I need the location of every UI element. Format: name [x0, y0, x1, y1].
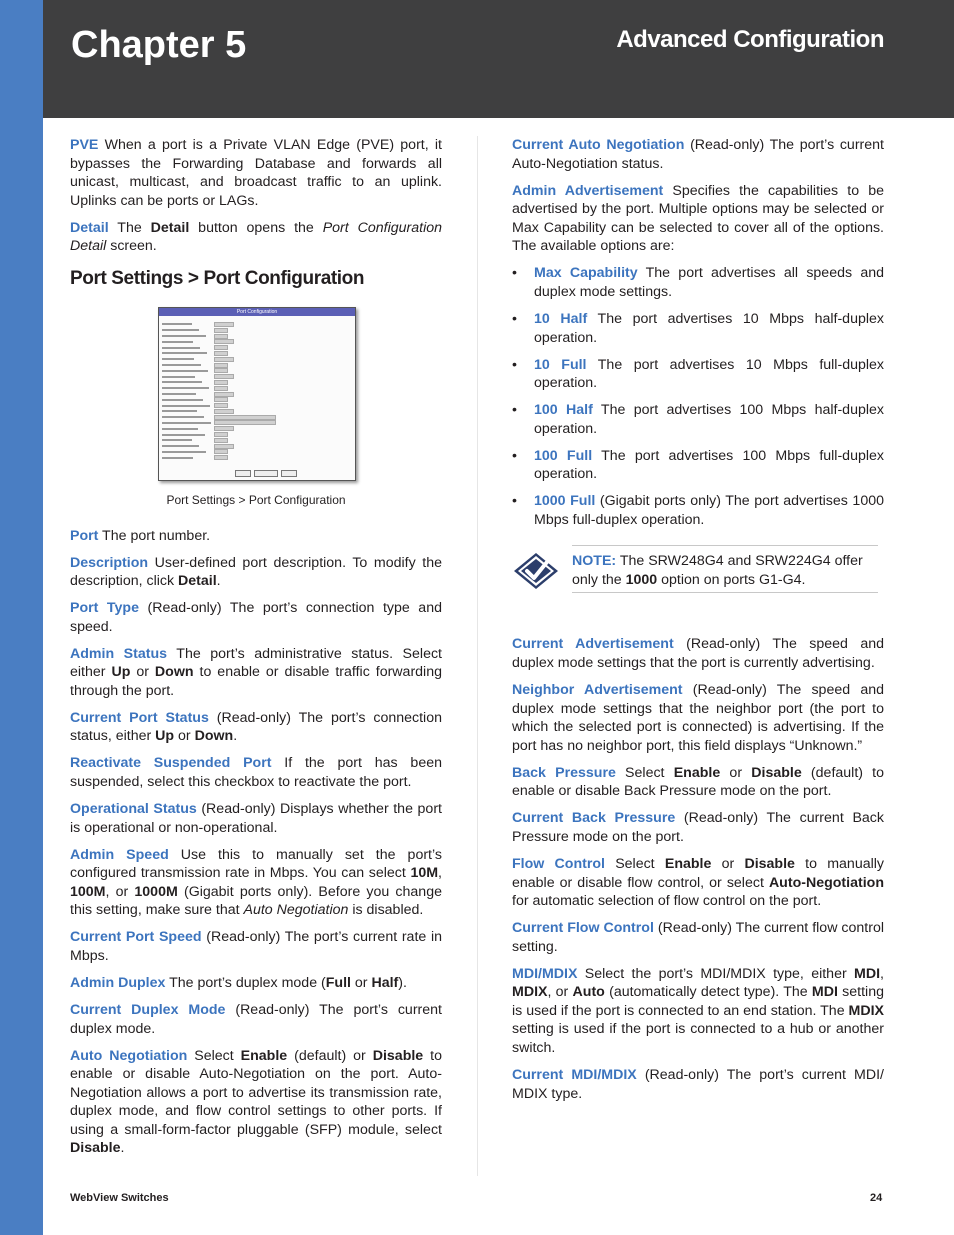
screen-row-label — [162, 439, 192, 441]
left-column — [70, 136, 442, 1166]
bold: Down — [194, 728, 234, 745]
text: (default) or — [287, 1047, 373, 1064]
term-operational-status: Operational Status — [70, 801, 197, 818]
text: The port advertises all speeds and duplex mode settings. — [534, 265, 884, 300]
neighbor-advertisement-paragraph — [512, 681, 884, 755]
bold: Disable — [744, 855, 795, 872]
text: Select — [615, 764, 674, 781]
current-flow-control-paragraph — [512, 919, 884, 956]
text: , or — [547, 984, 573, 1001]
text: is disabled. — [348, 902, 424, 919]
text: to manually enable or disable flow control, or select — [512, 855, 884, 891]
bold: Enable — [240, 1047, 288, 1064]
advertisement-options-list — [512, 264, 884, 529]
text: When a port is a Private VLAN Edge (PVE) port, it bypasses the Forwarding Database and forwards all unicast, multicast, and broadcast traffic to an uplink. Uplinks can be ports or LAGs. — [70, 137, 442, 209]
screen-row-field — [214, 374, 234, 379]
column-divider — [477, 136, 478, 1176]
bold: Disable — [70, 1140, 121, 1157]
screen-row-label — [162, 381, 202, 383]
note-box — [512, 545, 884, 601]
screen-row-field — [214, 432, 228, 437]
text: User-defined port description. To modify the description, click — [70, 554, 442, 590]
text: or — [711, 855, 745, 872]
admin-duplex-paragraph — [70, 974, 442, 993]
screen-row-label — [162, 370, 208, 372]
term-neighbor-advertisement: Neighbor Advertisement — [512, 682, 683, 698]
text: The port’s duplex mode ( — [165, 974, 326, 991]
section-title: Advanced Configuration — [616, 26, 884, 53]
screen-title-bar: Port Configuration — [159, 308, 355, 316]
screen-row-label — [162, 376, 195, 378]
text: The port advertises 100 Mbps full-duplex operation. — [534, 447, 884, 483]
text: to enable or disable Auto-Negotiation on the port. Auto-Negotiation allows a port to advertise its transmission rate, duplex mode, and flow control settings to other ports. If using a small-form-factor pluggable (SFP) module, select — [70, 1047, 442, 1138]
text: , — [438, 865, 442, 882]
screen-row-field — [214, 322, 234, 327]
screen-row-field — [214, 420, 276, 425]
term-admin-speed: Admin Speed — [70, 846, 169, 863]
term-current-duplex-mode: Current Duplex Mode — [70, 1001, 226, 1018]
text: . — [233, 728, 238, 745]
text: option on ports G1-G4. — [657, 572, 806, 589]
bold: MDI — [811, 984, 838, 1001]
side-color-bar — [0, 0, 43, 1235]
bold: 1000M — [134, 883, 178, 900]
term-pve: PVE — [70, 137, 99, 153]
bold: Disable — [751, 764, 802, 781]
section-heading: Port Settings > Port Configuration — [70, 267, 365, 289]
term-admin-advertisement: Admin Advertisement — [512, 182, 664, 199]
screen-button — [281, 470, 297, 477]
figure-caption: Port Settings > Port Configuration — [166, 492, 346, 507]
bold: 100M — [70, 883, 106, 900]
text: (Read-only) The port’s current duplex mode. — [70, 1001, 442, 1037]
screen-row-field — [214, 380, 228, 385]
page-header — [43, 0, 954, 118]
screen-row-field — [214, 444, 234, 449]
screen-buttons — [235, 470, 297, 477]
screen-row-label — [162, 358, 194, 360]
current-advertisement-paragraph — [512, 635, 884, 672]
bold: Enable — [673, 764, 721, 781]
current-duplex-mode-paragraph — [70, 1001, 442, 1038]
bold: Up — [111, 664, 131, 681]
screen-row-label — [162, 422, 211, 424]
port-type-paragraph — [70, 599, 442, 636]
text: or — [350, 974, 372, 991]
term-back-pressure: Back Pressure — [512, 764, 616, 781]
bold: 10M — [410, 865, 439, 882]
bold: MDI — [854, 965, 881, 982]
term-auto-negotiation: Auto Negotiation — [70, 1047, 188, 1064]
term-port: Port — [70, 527, 99, 544]
description-paragraph — [70, 554, 442, 591]
bold: Auto — [572, 984, 605, 1001]
screen-row-field — [214, 449, 228, 454]
reactivate-paragraph — [70, 754, 442, 791]
screen-row-field — [214, 368, 228, 373]
bold: Enable — [664, 855, 712, 872]
text: screen. — [106, 238, 157, 255]
term-current-mdi-mdix: Current MDI/MDIX — [512, 1067, 637, 1084]
screen-row-field — [214, 397, 228, 402]
screen-row-field — [214, 403, 228, 408]
text: setting is used if the port is connected to an end station. The — [512, 984, 884, 1019]
italic: Auto Negotiation — [243, 902, 349, 919]
bold: Down — [154, 664, 194, 681]
text: (Read-only) The current flow control setting. — [512, 920, 884, 955]
screen-row-label — [162, 347, 200, 349]
current-port-speed-paragraph — [70, 928, 442, 965]
term-description: Description — [70, 554, 149, 571]
current-auto-neg-paragraph — [512, 136, 884, 173]
screen-button — [235, 470, 251, 477]
text: If the port has been suspended, select this checkbox to reactivate the port. — [70, 755, 442, 791]
text: (Read-only) The port’s current rate in Mbps. — [70, 929, 442, 964]
screen-row-label — [162, 335, 206, 337]
text: . — [120, 1140, 125, 1157]
page-number: 24 — [870, 1192, 883, 1204]
port-paragraph — [70, 527, 442, 546]
term-admin-status: Admin Status — [70, 645, 168, 662]
term: 100 Full — [534, 447, 593, 464]
screen-button — [254, 470, 278, 477]
text: (default) to enable or disable Back Pressure mode on the port. — [512, 764, 885, 800]
screen-row-label — [162, 352, 207, 354]
figure — [70, 307, 442, 527]
screen-row-label — [162, 416, 204, 418]
footer-product-name: WebView Switches — [70, 1192, 169, 1204]
text: (Read-only) The current Back Pressure mode on the port. — [512, 810, 884, 845]
screen-row-field — [214, 328, 228, 333]
chapter-title: Chapter 5 — [71, 24, 247, 66]
screen-row-label — [162, 329, 199, 331]
screen-row-label — [162, 451, 206, 453]
screen-row-label — [162, 457, 193, 459]
screen-row-field — [214, 386, 228, 391]
term-current-auto-neg: Current Auto Negotiation — [512, 137, 685, 153]
list-item — [512, 310, 884, 347]
text: The port’s administrative status. Select either — [70, 645, 442, 681]
current-port-status-paragraph — [70, 709, 442, 746]
bold: Full — [325, 974, 351, 991]
text: or — [130, 664, 155, 681]
bold: Auto-Negotiation — [768, 874, 884, 891]
text: setting is used if the port is connected to a hub or another switch. — [512, 1021, 884, 1057]
list-item — [512, 492, 884, 529]
italic: Port Configuration Detail — [70, 219, 443, 255]
bold: MDIX — [512, 984, 548, 1001]
text: (Read-only) The port’s current Auto-Negotiation status. — [512, 137, 884, 172]
list-item — [512, 447, 884, 484]
text: , — [880, 965, 884, 982]
bold: Detail — [150, 219, 190, 236]
term: 100 Half — [534, 402, 593, 419]
screen-row-field — [214, 345, 228, 350]
text: , or — [105, 883, 135, 900]
operational-status-paragraph — [70, 800, 442, 837]
note-text — [572, 545, 878, 592]
screen-form-row — [162, 455, 352, 461]
screen-row-field — [214, 339, 234, 344]
screen-row-label — [162, 405, 210, 407]
mdi-mdix-paragraph — [512, 965, 884, 1058]
text: The — [108, 219, 151, 236]
text: The SRW248G4 and SRW224G4 offer only the — [572, 553, 863, 589]
list-item — [512, 401, 884, 438]
text: (Read-only) The speed and duplex mode settings that the port is currently advertising. — [512, 636, 884, 672]
text: (Read-only) The speed and duplex mode settings that the neighbor port (the port to which the selected port is connected) is advertising. If the port has no neighbor port, this field displays “Unknown.” — [512, 682, 884, 754]
text: (Read-only) The port’s current MDI/ MDIX type. — [512, 1067, 884, 1102]
text: Select the port’s MDI/MDIX type, either — [577, 965, 855, 982]
screen-row-field — [214, 351, 228, 356]
term-current-flow-control: Current Flow Control — [512, 920, 654, 937]
text: button opens the — [189, 219, 323, 236]
admin-speed-paragraph — [70, 846, 442, 920]
screen-row-field — [214, 334, 228, 339]
screen-row-field — [214, 415, 276, 420]
text: (Read-only) The port’s connection type and speed. — [70, 600, 442, 635]
text: (Read-only) The port’s connection status, either — [70, 709, 442, 745]
screen-row-label — [162, 445, 199, 447]
text: Use this to manually set the port’s configured transmission rate in Mbps. You can select — [70, 846, 442, 882]
bold: MDIX — [848, 1002, 884, 1019]
screen-row-label — [162, 399, 203, 401]
list-item — [512, 264, 884, 301]
term: 1000 Full — [534, 493, 596, 510]
screen-row-label — [162, 387, 209, 389]
text: (Read-only) Displays whether the port is operational or non-operational. — [70, 801, 442, 836]
admin-status-paragraph — [70, 645, 442, 701]
screen-row-label — [162, 393, 196, 395]
screen-row-label — [162, 364, 201, 366]
text: Select — [604, 855, 665, 872]
flow-control-paragraph — [512, 855, 884, 911]
text: (Gigabit ports only). Before you change this setting, make sure that — [70, 883, 442, 919]
term-current-port-status: Current Port Status — [70, 709, 209, 726]
text: The port advertises 100 Mbps half-duplex operation. — [534, 402, 884, 437]
bold: Disable — [372, 1047, 424, 1064]
text: The port advertises 10 Mbps half-duplex operation. — [534, 310, 884, 346]
note-label: NOTE: — [572, 553, 617, 570]
screen-row-label — [162, 341, 193, 343]
detail-paragraph — [70, 219, 442, 256]
right-column — [512, 136, 884, 1112]
bold: 1000 — [625, 572, 658, 589]
screen-row-field — [214, 363, 228, 368]
text: to enable or disable traffic forwarding through the port. — [70, 664, 442, 699]
current-mdi-mdix-paragraph — [512, 1066, 884, 1103]
screen-row-field — [214, 438, 228, 443]
text: (automatically detect type). The — [604, 984, 812, 1001]
term-admin-duplex: Admin Duplex — [70, 974, 166, 991]
term: 10 Half — [534, 310, 588, 327]
term: 10 Full — [534, 356, 587, 373]
screen-row-field — [214, 426, 234, 431]
bold: Up — [155, 728, 175, 745]
bold: Half — [371, 974, 399, 991]
term-port-type: Port Type — [70, 600, 139, 617]
term: Max Capability — [534, 265, 638, 282]
text: . — [216, 573, 221, 590]
checkmark-note-icon — [512, 551, 560, 591]
text: (Gigabit ports only) The port advertises 1000 Mbps full-duplex operation. — [534, 493, 884, 528]
screen-row-label — [162, 410, 197, 412]
term-current-advertisement: Current Advertisement — [512, 636, 674, 653]
term-current-port-speed: Current Port Speed — [70, 929, 202, 946]
screen-row-field — [214, 409, 234, 414]
term-mdi-mdix: MDI/MDIX — [512, 965, 578, 982]
term-detail: Detail — [70, 219, 109, 236]
screen-row-field — [214, 455, 228, 460]
screenshot-thumbnail — [158, 307, 356, 481]
text: Specifies the capabilities to be advertised by the port. Multiple options may be selected or Max Capability can be selected to cover all of the options. The available options are: — [512, 182, 884, 255]
screen-form-rows — [162, 322, 352, 461]
current-back-pressure-paragraph — [512, 809, 884, 846]
term-flow-control: Flow Control — [512, 855, 605, 872]
admin-advertisement-paragraph — [512, 182, 884, 256]
text: The port advertises 10 Mbps full-duplex operation. — [534, 356, 884, 392]
screen-row-label — [162, 428, 198, 430]
text: ). — [398, 974, 407, 991]
auto-negotiation-paragraph — [70, 1047, 442, 1159]
screen-row-field — [214, 357, 234, 362]
bold: Detail — [178, 573, 217, 590]
list-item — [512, 356, 884, 393]
pve-paragraph — [70, 136, 442, 210]
text: or — [720, 764, 752, 781]
text: Select — [187, 1047, 241, 1064]
text: The port number. — [98, 527, 211, 544]
term-reactivate: Reactivate Suspended Port — [70, 755, 272, 772]
text: or — [174, 728, 195, 745]
screen-row-label — [162, 323, 192, 325]
screen-row-field — [214, 392, 234, 397]
screen-row-label — [162, 434, 205, 436]
term-current-back-pressure: Current Back Pressure — [512, 810, 676, 827]
text: for automatic selection of flow control on the port. — [512, 893, 822, 910]
back-pressure-paragraph — [512, 764, 884, 801]
